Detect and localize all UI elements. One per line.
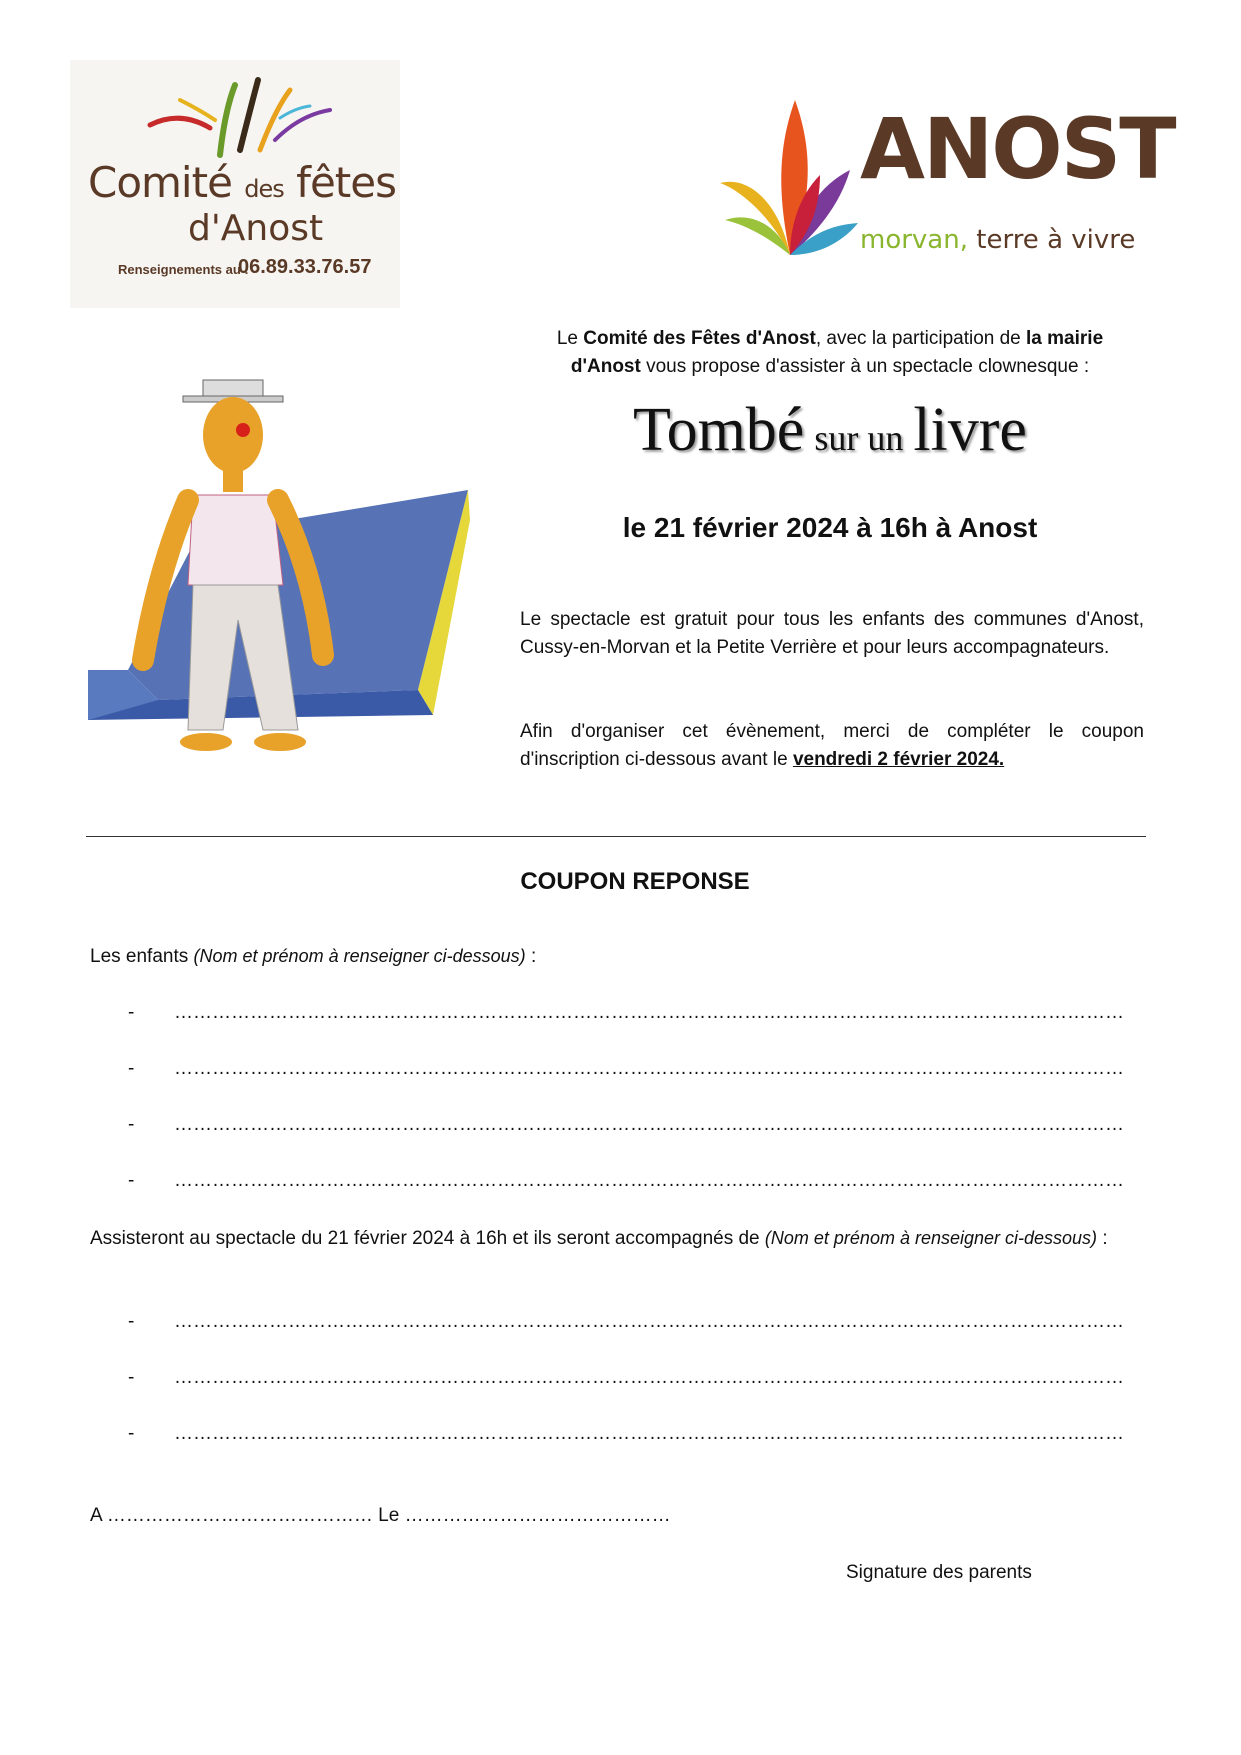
free-show-paragraph: Le spectacle est gratuit pour tous les enfants des communes d'Anost, Cussy-en-Morvan et la Petite Verrière et pour leurs accompagnateurs. <box>520 609 1144 658</box>
anost-logo <box>720 95 1175 270</box>
child-name-field[interactable]: - …………………………………………………………………………………………………………………………………… <box>128 1002 1124 1023</box>
adult-name-field[interactable]: - …………………………………………………………………………………………………………………………………… <box>128 1423 1124 1444</box>
event-date: le 21 février 2024 à 16h à Anost <box>622 512 1038 543</box>
children-label: Les enfants (Nom et prénom à renseigner ci-dessous) : <box>90 946 537 967</box>
anost-name: ANOST <box>860 100 1175 198</box>
logo-left-phone: 06.89.33.76.57 <box>238 256 372 278</box>
logo-left-info-label: Renseignements au : <box>118 262 249 277</box>
show-title: Tombé sur un livre <box>633 396 1027 464</box>
child-name-field[interactable]: - …………………………………………………………………………………………………………………………………… <box>128 1058 1124 1079</box>
child-name-field[interactable]: - …………………………………………………………………………………………………………………………………… <box>128 1170 1124 1191</box>
section-divider <box>86 836 1146 837</box>
logo-left-line2: d'Anost <box>188 208 324 249</box>
registration-paragraph: Afin d'organiser cet évènement, merci de compléter le coupon d'inscription ci-dessous avant le vendredi 2 février 2024. <box>520 721 1144 770</box>
comite-des-fetes-logo <box>70 60 400 308</box>
deadline: vendredi 2 février 2024. <box>792 749 1005 770</box>
child-name-field[interactable]: - …………………………………………………………………………………………………………………………………… <box>128 1114 1124 1135</box>
coupon-title: COUPON REPONSE <box>520 868 750 895</box>
logo-left-line1: Comité des fêtes <box>88 158 396 207</box>
adults-label: Assisteront au spectacle du 21 février 2024 à 16h et ils seront accompagnés de (Nom et prénom à renseigner ci-dessous) : <box>90 1228 1108 1249</box>
fireworks-icon <box>140 70 340 160</box>
signature-label: Signature des parents <box>846 1562 1032 1583</box>
adult-name-field[interactable]: - …………………………………………………………………………………………………………………………………… <box>128 1367 1124 1388</box>
anost-tagline: morvan, terre à vivre <box>860 225 1136 255</box>
place-date-field[interactable]: A …………………………………… Le …………………………………… <box>90 1505 671 1526</box>
intro-paragraph: Le Comité des Fêtes d'Anost, avec la participation de la mairie d'Anost vous propose d'assister à un spectacle clownesque : <box>556 328 1104 377</box>
clown-on-book-illustration <box>88 370 470 780</box>
adult-name-field[interactable]: - …………………………………………………………………………………………………………………………………… <box>128 1311 1124 1332</box>
leaf-flower-icon <box>720 95 860 265</box>
